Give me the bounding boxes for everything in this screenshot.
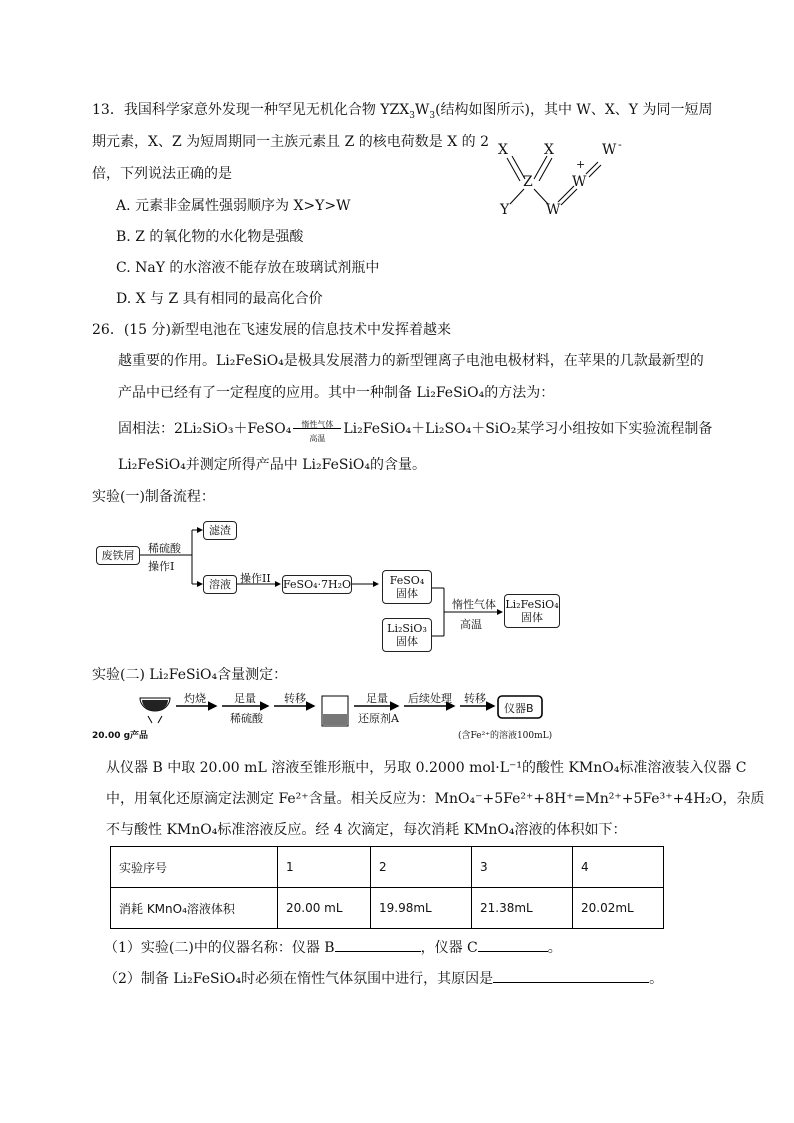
box-residue: 滤渣 xyxy=(203,521,237,540)
table-row xyxy=(111,888,664,929)
atom-w-top: W xyxy=(602,142,617,158)
q26-para2: 中，用氧化还原滴定法测定 Fe²⁺含量。相关反应为：MnO₄⁻+5Fe²⁺+8H⁺=Mn²⁺+5Fe³⁺+4H₂O，杂质 xyxy=(106,791,765,807)
q26-line1: 26．(15 分)新型电池在飞速发展的信息技术中发挥着越来 xyxy=(92,322,452,338)
box-li2sio3-solid: Li₂SiO₃ 固体 xyxy=(382,618,432,652)
step-reductant-top: 足量 xyxy=(366,692,388,705)
answer-blank-reason[interactable] xyxy=(493,970,649,983)
step-transfer2: 转移 xyxy=(464,692,486,705)
atom-y: Y xyxy=(500,202,510,218)
step-reductant-bottom: 还原剂A xyxy=(358,712,399,725)
reaction-condition-arrow: 惰性气体 高温 xyxy=(291,419,343,439)
q13-option-a[interactable]: A. 元素非金属性强弱顺序为 X>Y>W xyxy=(116,198,351,214)
flow-reagent-dilute-acid: 稀硫酸 xyxy=(148,542,181,555)
q13-option-c[interactable]: C. NaY 的水溶液不能存放在玻璃试剂瓶中 xyxy=(116,260,380,276)
sample-label: 20.00 g产品 xyxy=(92,731,149,741)
table-cell: 20.00 mL xyxy=(278,888,371,929)
step-transfer1: 转移 xyxy=(284,692,306,705)
table-cell: 3 xyxy=(472,847,573,888)
atom-z: Z xyxy=(523,174,533,190)
answer-blank-instrument-c[interactable] xyxy=(478,939,548,952)
preparation-flowchart xyxy=(90,512,570,662)
instrument-note: (含Fe²⁺的溶液100mL) xyxy=(458,731,553,741)
box-product: Li₂FeSiO₄ 固体 xyxy=(504,594,560,628)
q26-para3: 不与酸性 KMnO₄标准溶液反应。经 4 次滴定，每次消耗 KMnO₄溶液的体积如下： xyxy=(106,822,627,838)
table-header-row xyxy=(111,847,664,888)
answer-blank-instrument-b[interactable] xyxy=(335,939,421,952)
q26-line5: Li₂FeSiO₄并测定所得产品中 Li₂FeSiO₄的含量。 xyxy=(118,457,427,473)
charge-minus: - xyxy=(618,138,622,151)
titration-table xyxy=(110,846,664,929)
table-cell: 19.98mL xyxy=(371,888,472,929)
atom-x-left: X xyxy=(498,142,508,158)
table-cell: 1 xyxy=(278,847,371,888)
q26-equation: 固相法：2Li₂SiO₃＋FeSO₄ 惰性气体 高温 Li₂FeSiO₄＋Li₂SO₄＋SiO₂某学习小组按如下实验流程制备 xyxy=(118,420,713,443)
step-acid-bottom: 稀硫酸 xyxy=(230,712,263,725)
measurement-flow xyxy=(92,692,572,748)
table-cell: 消耗 KMnO₄溶液体积 xyxy=(111,888,278,929)
structure-diagram xyxy=(492,136,642,226)
step-ignite: 灼烧 xyxy=(184,692,206,705)
flow-op2-label: 操作II xyxy=(240,572,271,585)
question-2: （2）制备 Li₂FeSiO₄时必须在惰性气体氛围中进行，其原因是 。 xyxy=(104,971,664,987)
q26-para1: 从仪器 B 中取 20.00 mL 溶液至锥形瓶中，另取 0.2000 mol·L⁻¹的酸性 KMnO₄标准溶液装入仪器 C xyxy=(106,760,747,776)
q13-option-d[interactable]: D. X 与 Z 具有相同的最高化合价 xyxy=(116,291,323,307)
q13-stem-line2: 期元素，X、Z 为短周期同一主族元素且 Z 的核电荷数是 X 的 2 xyxy=(92,134,489,150)
table-cell: 20.02mL xyxy=(573,888,664,929)
q13-option-b[interactable]: B. Z 的氧化物的水化物是强酸 xyxy=(116,229,304,245)
exp2-title: 实验(二) Li₂FeSiO₄含量测定： xyxy=(92,667,288,683)
step-post-process: 后续处理 xyxy=(408,692,452,705)
q13-stem-line1: 13．我国科学家意外发现一种罕见无机化合物 $YZX_3W_3$(结构如图所示)，其中 W、X、Y 为同一短周 xyxy=(92,102,713,121)
charge-plus: + xyxy=(576,158,586,171)
flow-cond-inert: 惰性气体 xyxy=(452,598,496,611)
exp1-title: 实验(一)制备流程： xyxy=(92,489,215,505)
box-feso4-solid: FeSO₄ 固体 xyxy=(382,570,432,604)
table-cell: 实验序号 xyxy=(111,847,278,888)
atom-x-right: X xyxy=(544,142,554,158)
box-waste-iron: 废铁屑 xyxy=(96,546,140,565)
box-solution: 溶液 xyxy=(203,575,237,594)
q26-line2: 越重要的作用。Li₂FeSiO₄是极具发展潜力的新型锂离子电池电极材料，在苹果的几款最新型的 xyxy=(118,353,704,369)
question-1: （1）实验(二)中的仪器名称：仪器 B ，仪器 C 。 xyxy=(104,940,562,956)
q13-stem-line3: 倍，下列说法正确的是 xyxy=(92,166,232,182)
flow-op1-label: 操作I xyxy=(148,560,175,573)
step-acid-top: 足量 xyxy=(234,692,256,705)
flow-cond-high-temp: 高温 xyxy=(460,618,482,631)
q26-line3: 产品中已经有了一定程度的应用。其中一种制备 Li₂FeSiO₄的方法为： xyxy=(118,385,555,401)
table-cell: 21.38mL xyxy=(472,888,573,929)
instrument-b-box: 仪器B xyxy=(504,702,534,715)
atom-w-low: W xyxy=(546,202,561,218)
box-crystal: FeSO₄·7H₂O xyxy=(282,575,352,594)
atom-w-mid: W xyxy=(572,174,587,190)
table-cell: 4 xyxy=(573,847,664,888)
table-cell: 2 xyxy=(371,847,472,888)
